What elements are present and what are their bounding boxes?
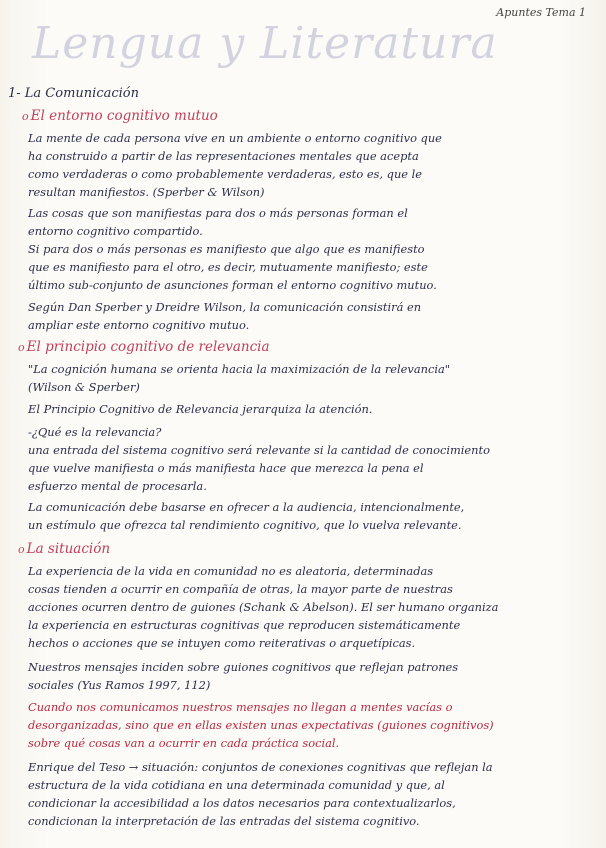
text-line: la experiencia en estructuras cognitivas que reproducen sistemáticamente — [28, 618, 461, 632]
text-line: que vuelve manifiesta o más manifiesta hace que merezca la pena el — [28, 461, 424, 475]
heading-relevancia: o El principio cognitivo de relevancia — [18, 339, 270, 355]
text-line: entorno cognitivo compartido. — [28, 224, 203, 238]
text-line: que es manifiesto para el otro, es decir, mutuamente manifiesto; este — [28, 260, 428, 274]
text-line: condicionar la accesibilidad a los datos necesarios para contextualizarlos, — [28, 796, 456, 810]
highlight-line: Cuando nos comunicamos nuestros mensajes no llegan a mentes vacías o — [28, 700, 453, 714]
text-line: El Principio Cognitivo de Relevancia jerarquiza la atención. — [28, 402, 373, 416]
text-line: Si para dos o más personas es manifiesto que algo que es manifiesto — [28, 242, 425, 256]
text-line: "La cognición humana se orienta hacia la maximización de la relevancia" — [28, 362, 451, 376]
text-line: esfuerzo mental de procesarla. — [28, 479, 207, 493]
text-line: (Wilson & Sperber) — [28, 380, 140, 394]
heading-situacion: o La situación — [18, 541, 111, 557]
text-line: como verdaderas o como probablemente verdaderas, esto es, que le — [28, 167, 423, 181]
text-line: resultan manifiestos. (Sperber & Wilson) — [28, 185, 265, 199]
text-line: Nuestros mensajes inciden sobre guiones cognitivos que reflejan patrones — [28, 660, 459, 674]
text-line: Enrique del Teso → situación: conjuntos de conexiones cognitivas que reflejan la — [28, 760, 493, 774]
page-title: Lengua y Literatura — [32, 18, 498, 69]
text-line: Las cosas que son manifiestas para dos o más personas forman el — [28, 206, 408, 220]
text-line: una entrada del sistema cognitivo será relevante si la cantidad de conocimiento — [28, 443, 490, 457]
heading-entorno: o El entorno cognitivo mutuo — [22, 108, 218, 124]
text-line: ha construido a partir de las representaciones mentales que acepta — [28, 149, 419, 163]
bullet-icon: o — [18, 543, 25, 556]
bullet-icon: o — [22, 110, 29, 123]
text-line: La comunicación debe basarse en ofrecer a la audiencia, intencionalmente, — [28, 500, 465, 514]
text-line: La mente de cada persona vive en un ambiente o entorno cognitivo que — [28, 131, 442, 145]
text-line: acciones ocurren dentro de guiones (Schank & Abelson). El ser humano organiza — [28, 600, 499, 614]
text-line: un estímulo que ofrezca tal rendimiento cognitivo, que lo vuelva relevante. — [28, 518, 462, 532]
text-line: sociales (Yus Ramos 1997, 112) — [28, 678, 211, 692]
text-line: condicionan la interpretación de las entradas del sistema cognitivo. — [28, 814, 420, 828]
text-line: La experiencia de la vida en comunidad no es aleatoria, determinadas — [28, 564, 434, 578]
bullet-icon: o — [18, 341, 25, 354]
text-line: cosas tienden a ocurrir en compañía de otras, la mayor parte de nuestras — [28, 582, 453, 596]
text-line: último sub-conjunto de asunciones forman el entorno cognitivo mutuo. — [28, 278, 437, 292]
text-line: Según Dan Sperber y Dreidre Wilson, la comunicación consistirá en — [28, 300, 422, 314]
page-note: Apuntes Tema 1 — [496, 6, 586, 19]
section-heading: 1- La Comunicación — [8, 86, 139, 101]
highlight-line: sobre qué cosas van a ocurrir en cada práctica social. — [28, 736, 340, 750]
text-line: ampliar este entorno cognitivo mutuo. — [28, 318, 250, 332]
text-line: estructura de la vida cotidiana en una determinada comunidad y que, al — [28, 778, 445, 792]
text-line: hechos o acciones que se intuyen como reiterativas o arquetípicas. — [28, 636, 416, 650]
highlight-line: desorganizadas, sino que en ellas existen unas expectativas (guiones cognitivos) — [28, 718, 494, 732]
text-line: -¿Qué es la relevancia? — [28, 425, 162, 439]
